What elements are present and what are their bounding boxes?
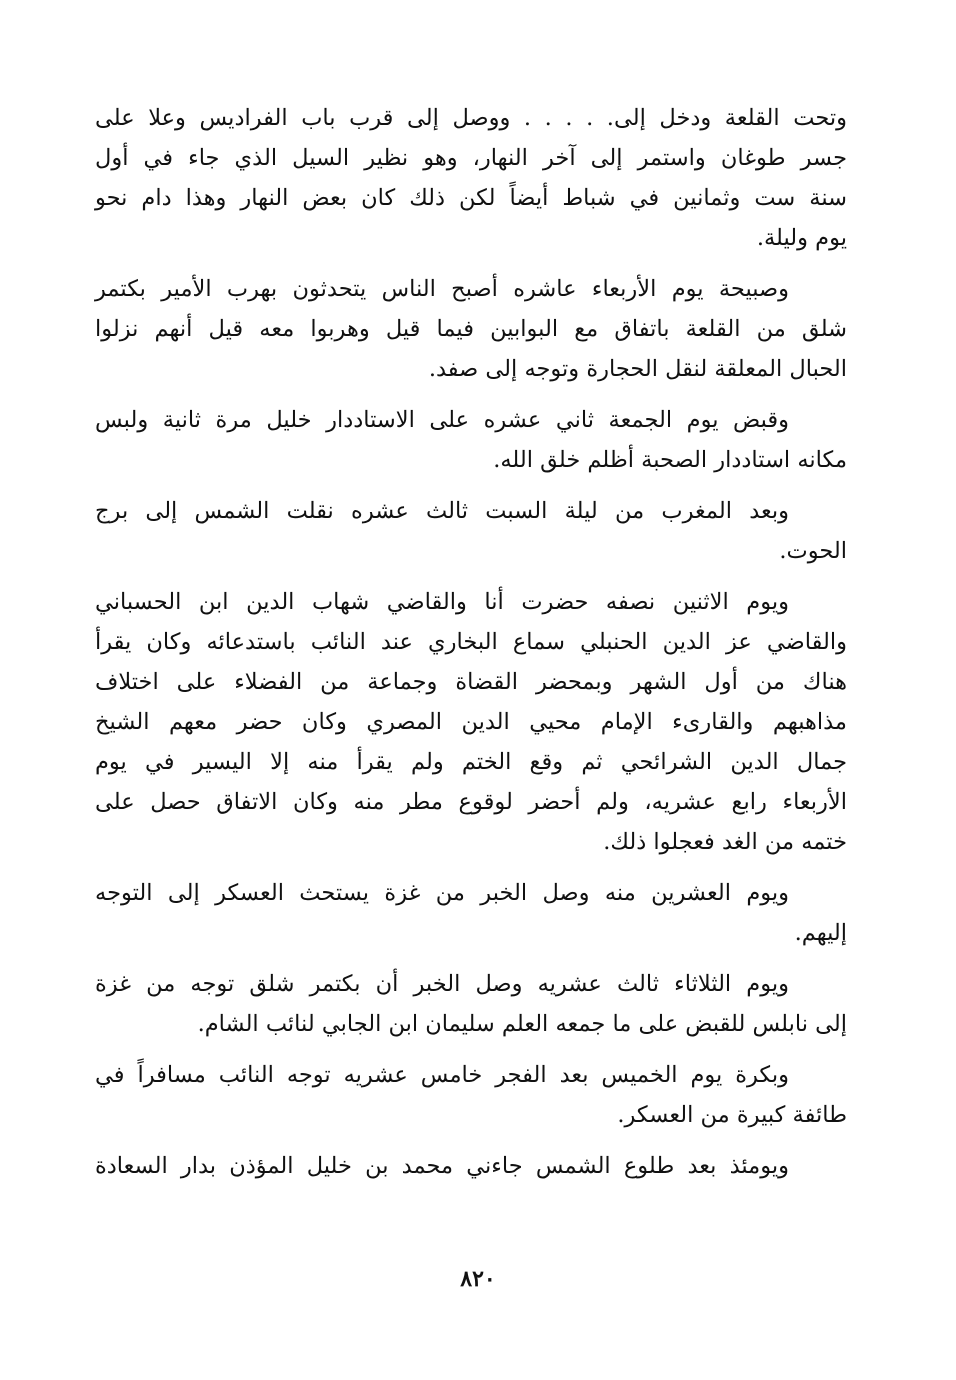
- paragraph: [95, 582, 847, 862]
- text-line: وتحت القلعة ودخل إلى. . . . . ووصل إلى قرب باب الفراديس وعلا على: [95, 105, 847, 131]
- document-body: [95, 98, 847, 1197]
- paragraph: [95, 964, 847, 1044]
- paragraph: [95, 98, 847, 258]
- text-line: هناك من أول الشهر وبمحضر القضاة وجماعة من الفضلاء على اختلاف: [95, 669, 847, 695]
- text-line: ويوم العشرين منه وصل الخبر من غزة يستحث العسكر إلى التوجه: [95, 880, 789, 906]
- text-line: شلق من القلعة باتفاق مع البوابين فيما قيل وهربوا معه قيل أنهم نزلوا: [95, 316, 847, 342]
- text-line: وبكرة يوم الخميس بعد الفجر خامس عشريه توجه النائب مسافراً في: [95, 1062, 789, 1088]
- text-line: إليهم.: [794, 920, 847, 946]
- paragraph: [95, 269, 847, 389]
- text-line: جمال الدين الشرائحي ثم وقع الختم ولم يقرأ منه إلا اليسير في يوم: [95, 749, 847, 775]
- text-line: الحبال المعلقة لنقل الحجارة وتوجه إلى صفد.: [428, 356, 847, 382]
- text-line: وقبض يوم الجمعة ثاني عشره على الاستاددار خليل مرة ثانية ولبس: [95, 407, 789, 433]
- text-line: ويوم الثلاثاء ثالث عشريه وصل الخبر أن بكتمر شلق توجه من غزة: [95, 971, 789, 997]
- text-line: الحوت.: [779, 538, 847, 564]
- text-line: وبعد المغرب من ليلة السبت ثالث عشره نقلت الشمس إلى برج: [95, 498, 789, 524]
- paragraph: [95, 873, 847, 953]
- text-line: يوم وليلة.: [756, 225, 847, 251]
- paragraph: [95, 1055, 847, 1135]
- paragraph: [95, 491, 847, 571]
- text-line: جسر طوغان واستمر إلى آخر النهار، وهو نظير السيل الذي جاء في أول: [95, 145, 847, 171]
- text-line: وصبيحة يوم الأربعاء عاشره أصبح الناس يتحدثون بهرب الأمير بكتمر: [95, 276, 789, 302]
- text-line: ويومئذ بعد طلوع الشمس جاءني محمد بن خليل المؤذن بدار السعادة: [95, 1153, 789, 1179]
- text-line: سنة ست وثمانين في شباط أيضاً لكن ذلك كان بعض النهار وهذا دام نحو: [95, 185, 847, 211]
- text-line: الأربعاء رابع عشريه، ولم أحضر لوقوع مطر منه وكان الاتفاق حصل على: [95, 789, 847, 815]
- text-line: مذاهبهم والقارىء الإمام محيي الدين المصري وكان حضر معهم الشيخ: [95, 709, 847, 735]
- text-line: والقاضي عز الدين الحنبلي سماع البخاري عند النائب باستدعائه وكان يقرأ: [95, 629, 847, 655]
- text-line: مكانه استاددار الصحبة أظلم خلق الله.: [493, 447, 847, 473]
- paragraph: [95, 400, 847, 480]
- text-line: إلى نابلس للقبض على ما جمعه العلم سليمان ابن الجابي لنائب الشام.: [197, 1011, 847, 1037]
- text-line: ختمه من الغد فعجلوا ذلك.: [603, 829, 847, 855]
- text-line: ويوم الاثنين نصفه حضرت أنا والقاضي شهاب الدين ابن الحسباني: [95, 589, 789, 615]
- text-line: طائفة كبيرة من العسكر.: [617, 1102, 847, 1128]
- page-number: ٨٢٠: [460, 1266, 496, 1292]
- paragraph: [95, 1146, 847, 1186]
